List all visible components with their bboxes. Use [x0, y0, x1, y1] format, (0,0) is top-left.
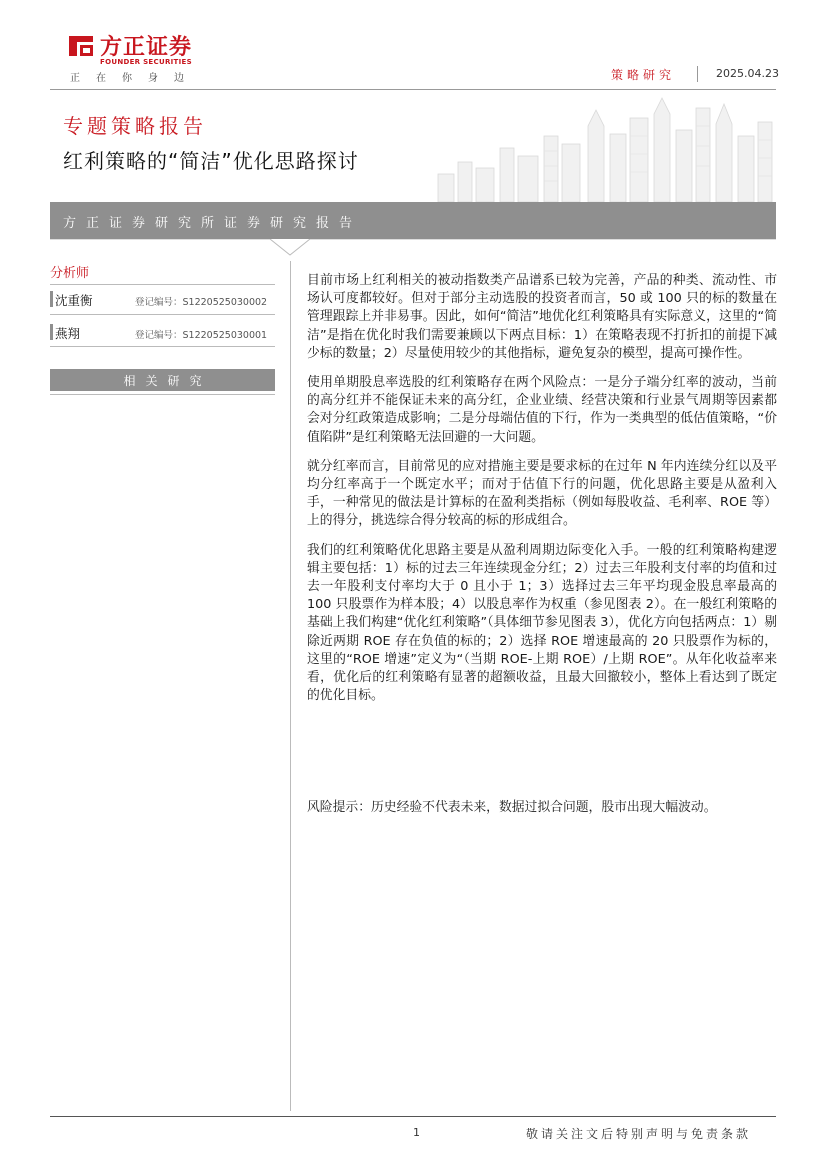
founder-logo-icon: [66, 32, 96, 60]
report-category: 策略研究: [611, 68, 676, 82]
institute-band-text: 方正证券研究所证券研究报告: [63, 216, 363, 231]
summary-paragraph: 我们的红利策略优化思路主要是从盈利周期边际变化入手。一般的红利策略构建逻辑主要包括：1）标的过去三年连续现金分红；2）过去三年股利支付率的均值和过去一年股利支付率均大于 0 且小于 1；3）选择过去三年平均现金股息率最高的 100 只股票作为样本股；4）以股息率作为权重（参见图表 2）。在一般红利策略的基础上我们构建“优化红利策略”（具体细节参见图表 3），优化方向包括两点：1）剔除近两期 ROE 存在负值的标的；2）选择 ROE 增速最高的 20 只股票作为标的，这里的“ROE 增速”定义为“（当期 ROE-上期 ROE）/上期 ROE”。从年化收益率来看，优化后的红利策略有显著的超额收益，且最大回撤较小，整体上看达到了既定的优化目标。: [307, 542, 777, 704]
slogan: 正在你身边: [70, 73, 200, 84]
report-type: 专题策略报告: [63, 114, 207, 138]
analyst-rule: [50, 284, 275, 285]
analyst-heading: 分析师: [50, 266, 90, 281]
analyst-registration: 登记编号：S1220525030001: [135, 330, 268, 341]
logo-english-name: FOUNDER SECURITIES: [100, 58, 192, 66]
related-research-heading: 相关研究: [123, 374, 212, 388]
header-rule: [50, 89, 776, 90]
summary-paragraph: 就分红率而言，目前常见的应对措施主要是要求标的在过年 N 年内连续分红以及平均分红率高于一个既定水平；而对于估值下行的问题，优化思路主要是从盈利入手，一种常见的做法是计算标的在盈利类指标（例如每股收益、毛利率、ROE 等）上的得分，挑选综合得分较高的标的形成组合。: [307, 458, 777, 529]
analyst-marker: [50, 324, 53, 340]
summary-paragraph: 目前市场上红利相关的被动指数类产品谱系已较为完善，产品的种类、流动性、市场认可度都较好。但对于部分主动选股的投资者而言，50 或 100 只的标的数量在管理跟踪上并非易事。因此，如何“简洁”地优化红利策略具有实际意义，这里的“简洁”是指在优化时我们需要兼顾以下两点目标：1）在策略表现不打折扣的前提下减少标的数量；2）尽量使用较少的其他指标，避免复杂的模型，提高可操作性。: [307, 273, 777, 361]
analyst-name: 沈重衡: [55, 293, 93, 308]
column-divider: [290, 261, 291, 1111]
city-skyline-illustration: [430, 96, 776, 202]
summary-body: [307, 272, 777, 716]
report-date: 2025.04.23: [716, 67, 779, 80]
footer-rule: [50, 1116, 776, 1117]
disclaimer-notice: 敬请关注文后特别声明与免责条款: [526, 1127, 752, 1141]
analyst-rule: [50, 314, 275, 315]
report-title: 红利策略的“简洁”优化思路探讨: [63, 149, 359, 173]
analyst-registration: 登记编号：S1220525030002: [135, 297, 268, 308]
analyst-name: 燕翔: [55, 326, 81, 341]
related-research-rule: [50, 394, 275, 395]
analyst-marker: [50, 291, 53, 307]
band-notch-line: [0, 239, 826, 261]
risk-warning: 风险提示：历史经验不代表未来，数据过拟合问题，股市出现大幅波动。: [307, 800, 717, 815]
summary-paragraph: 使用单期股息率选股的红利策略存在两个风险点：一是分子端分红率的波动，当前的高分红并不能保证未来的高分红，企业业绩、经营决策和行业景气周期等因素都会对分红政策造成影响；二是分母端估值的下行，作为一类典型的低估值策略，“价值陷阱”是红利策略无法回避的一大问题。: [307, 375, 777, 445]
analyst-rule: [50, 346, 275, 347]
page-number: 1: [413, 1126, 420, 1139]
header-separator: [697, 66, 698, 82]
logo-chinese-name: 方正证券: [100, 35, 193, 60]
